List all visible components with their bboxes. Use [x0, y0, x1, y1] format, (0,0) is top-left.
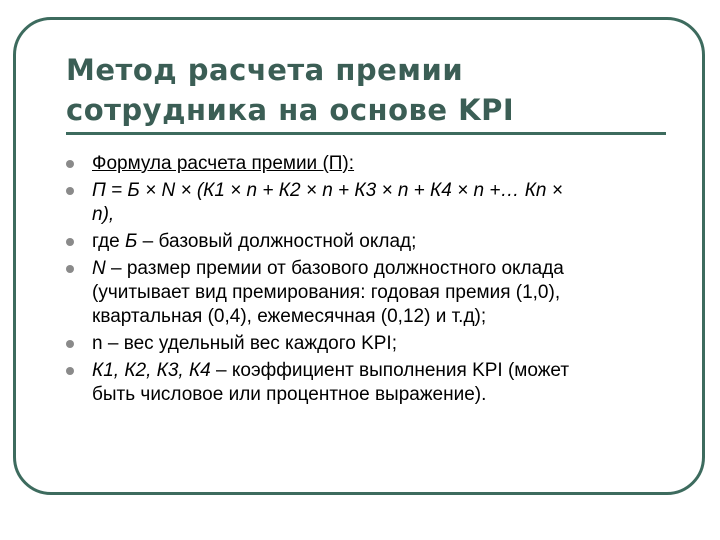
bullet-formula [66, 179, 666, 227]
bullet-text [92, 230, 666, 254]
bullet-term: Б [125, 231, 138, 252]
bullet-base-salary [66, 230, 666, 254]
bullet-bonus-size [66, 257, 666, 329]
bullet-text-line-2: n), [92, 204, 115, 225]
slide-title-line-1: Метод расчета премии [66, 53, 464, 87]
bullet-text: n – вес удельный вес каждого KPI; [92, 333, 397, 354]
slide-title [66, 50, 666, 130]
bullet-prefix: где [92, 231, 126, 252]
bullet-text-line-2: быть числовое или процентное выражение). [92, 384, 487, 405]
bullet-term: К1, К2, К3, К4 [92, 360, 211, 381]
bullet-dot-icon [66, 160, 74, 168]
bullet-dot-icon [66, 367, 74, 375]
bullet-text: Формула расчета премии (П): [92, 153, 355, 174]
bullet-coefficients [66, 359, 666, 407]
bullet-text-line-2: (учитывает вид премирования: годовая премия (1,0), [92, 282, 561, 303]
bullet-dot-icon [66, 187, 74, 195]
bullet-text-line-1 [92, 257, 666, 281]
bullet-list [66, 152, 666, 410]
bullet-dot-icon [66, 265, 74, 273]
bullet-text-line-1 [92, 359, 666, 383]
bullet-definition: – размер премии от базового должностного оклада [105, 258, 564, 279]
bullet-weight [66, 332, 666, 356]
slide-title-line-2: сотрудника на основе KPI [66, 93, 515, 127]
bullet-dot-icon [66, 340, 74, 348]
bullet-text-line-3: квартальная (0,4), ежемесячная (0,12) и т.д); [92, 306, 487, 327]
title-divider [66, 132, 666, 135]
bullet-text-line-1: П = Б × N × (К1 × n + К2 × n + К3 × n + К4 × n +… Кn × [92, 180, 563, 201]
bullet-dot-icon [66, 238, 74, 246]
bullet-term: N [92, 258, 106, 279]
bullet-definition: – базовый должностной оклад; [137, 231, 417, 252]
bullet-definition: – коэффициент выполнения KPI (может [210, 360, 570, 381]
bullet-formula-heading [66, 152, 666, 176]
